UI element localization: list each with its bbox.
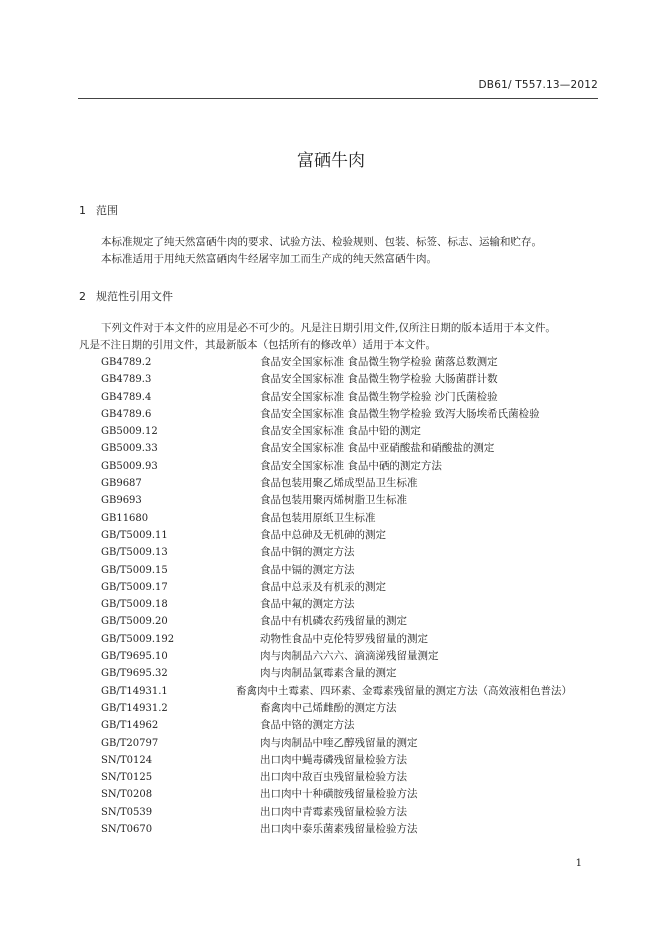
reference-row — [101, 458, 621, 475]
section-1-heading — [79, 202, 118, 218]
reference-code: GB/T9695.10 — [101, 651, 168, 663]
reference-row — [101, 596, 621, 613]
reference-title: 食品中总汞及有机汞的测定 — [260, 580, 386, 593]
reference-row — [101, 665, 621, 682]
reference-row — [101, 804, 621, 821]
reference-row — [101, 440, 621, 457]
reference-code: GB/T5009.20 — [101, 616, 168, 628]
reference-title: 食品中铜的测定方法 — [260, 546, 355, 559]
reference-title: 肉与肉制品氯霉素含量的测定 — [260, 667, 397, 680]
reference-row — [101, 700, 621, 717]
reference-row — [101, 613, 621, 630]
section-2-title: 规范性引用文件 — [96, 290, 173, 303]
reference-title: 畜禽肉中土霉素、四环素、金霉素残留量的测定方法（高效液相色普法） — [236, 684, 572, 697]
reference-row — [101, 821, 621, 838]
reference-row — [101, 389, 621, 406]
reference-code: GB/T5009.192 — [101, 633, 175, 645]
reference-title: 食品中氟的测定方法 — [260, 598, 355, 611]
section-1-title: 范围 — [96, 204, 118, 217]
reference-code: GB9693 — [101, 495, 142, 507]
reference-code: GB5009.33 — [101, 443, 158, 455]
reference-row — [101, 492, 621, 509]
reference-title: 出口肉中蝇毒磷残留量检验方法 — [260, 753, 407, 766]
section-1-text-1: 本标准规定了纯天然富硒牛肉的要求、试验方法、检验规则、包装、标签、标志、运输和贮存。 — [101, 236, 542, 248]
reference-title: 肉与肉制品中喹乙醇残留量的测定 — [260, 736, 418, 749]
reference-code: GB5009.93 — [101, 460, 158, 472]
reference-code: GB11680 — [101, 512, 149, 524]
reference-row — [101, 752, 621, 769]
reference-row — [101, 562, 621, 579]
reference-title: 食品安全国家标准 食品微生物学检验 菌落总数测定 — [260, 356, 498, 368]
reference-code: GB4789.3 — [101, 374, 152, 386]
section-2-intro-line-1 — [79, 320, 599, 337]
reference-title: 食品安全国家标准 食品微生物学检验 沙门氏菌检验 — [260, 390, 498, 403]
reference-code: GB4789.2 — [101, 357, 152, 368]
reference-row — [101, 648, 621, 665]
reference-title: 肉与肉制品六六六、滴滴涕残留量测定 — [260, 650, 439, 663]
reference-title: 食品中镉的测定方法 — [260, 563, 355, 576]
reference-code: GB/T5009.13 — [101, 547, 168, 559]
reference-row — [101, 683, 621, 700]
reference-title: 出口肉中敌百虫残留量检验方法 — [260, 771, 407, 784]
section-1-number: 1 — [79, 204, 86, 217]
reference-list — [101, 354, 621, 838]
reference-row — [101, 406, 621, 423]
reference-code: GB/T5009.15 — [101, 564, 168, 576]
reference-code: GB/T14931.1 — [101, 685, 168, 697]
reference-title: 食品包装用原纸卫生标准 — [260, 511, 376, 524]
reference-code: GB/T14931.2 — [101, 702, 168, 714]
reference-code: GB4789.4 — [101, 391, 152, 403]
reference-row — [101, 475, 621, 492]
reference-row — [101, 735, 621, 752]
section-2-number: 2 — [79, 290, 86, 303]
reference-row — [101, 544, 621, 561]
reference-row — [101, 631, 621, 648]
reference-title: 食品中有机磷农药残留量的测定 — [260, 615, 407, 628]
page-number: 1 — [575, 858, 582, 869]
reference-title: 食品包装用聚乙烯成型品卫生标准 — [260, 477, 418, 490]
reference-row — [101, 786, 621, 803]
section-2-intro-text-2: 凡是不注日期的引用文件，其最新版本（包括所有的修改单）适用于本文件。 — [79, 339, 436, 351]
reference-code: SN/T0208 — [101, 789, 153, 801]
reference-title: 畜禽肉中己烯雌酚的测定方法 — [260, 701, 397, 714]
section-1-paragraph-2 — [79, 251, 599, 268]
section-2-intro-text-1: 下列文件对于本文件的应用是必不可少的。凡是注日期引用文件,仅所注日期的版本适用于本文件。 — [101, 322, 556, 334]
reference-row — [101, 354, 621, 371]
reference-title: 食品安全国家标准 食品中硒的测定方法 — [260, 459, 442, 472]
header-divider — [78, 98, 598, 99]
reference-title: 出口肉中泰乐菌素残留量检验方法 — [260, 823, 418, 836]
section-1-paragraph-1 — [79, 234, 599, 251]
reference-title: 出口肉中十种磺胺残留量检验方法 — [260, 788, 418, 801]
reference-title: 食品中总砷及无机砷的测定 — [260, 528, 386, 541]
reference-title: 食品安全国家标准 食品中亚硝酸盐和硝酸盐的测定 — [260, 442, 495, 455]
reference-code: SN/T0670 — [101, 824, 153, 836]
reference-code: GB9687 — [101, 478, 142, 490]
reference-code: GB/T20797 — [101, 737, 159, 749]
reference-code: SN/T0539 — [101, 806, 153, 818]
reference-title: 食品安全国家标准 食品中铅的测定 — [260, 425, 421, 438]
reference-title: 食品中铬的测定方法 — [260, 719, 355, 732]
reference-code: GB/T5009.17 — [101, 581, 168, 593]
section-1-text-2: 本标准适用于用纯天然富硒肉牛经屠宰加工而生产成的纯天然富硒牛肉。 — [101, 253, 437, 265]
section-2-heading — [79, 288, 173, 304]
reference-row — [101, 510, 621, 527]
reference-row — [101, 527, 621, 544]
reference-code: GB5009.12 — [101, 426, 158, 438]
reference-code: SN/T0125 — [101, 772, 153, 784]
reference-code: SN/T0124 — [101, 754, 153, 766]
reference-code: GB/T5009.11 — [101, 529, 168, 541]
reference-code: GB/T9695.32 — [101, 668, 168, 680]
page-title: 富硒牛肉 — [297, 151, 365, 171]
reference-row — [101, 579, 621, 596]
reference-code: GB/T5009.18 — [101, 599, 168, 611]
reference-row — [101, 371, 621, 388]
reference-code: GB/T14962 — [101, 720, 159, 732]
reference-code: GB4789.6 — [101, 408, 152, 420]
reference-title: 动物性食品中克伦特罗残留量的测定 — [260, 632, 428, 645]
reference-row — [101, 769, 621, 786]
document-code: DB61/ T557.13—2012 — [478, 79, 598, 91]
reference-row — [101, 423, 621, 440]
reference-title: 出口肉中青霉素残留量检验方法 — [260, 805, 407, 818]
section-2-intro-line-2 — [79, 337, 599, 354]
reference-row — [101, 717, 621, 734]
reference-title: 食品包装用聚丙烯树脂卫生标准 — [260, 494, 407, 507]
reference-title: 食品安全国家标准 食品微生物学检验 致泻大肠埃希氏菌检验 — [260, 407, 540, 420]
reference-title: 食品安全国家标准 食品微生物学检验 大肠菌群计数 — [260, 373, 498, 386]
